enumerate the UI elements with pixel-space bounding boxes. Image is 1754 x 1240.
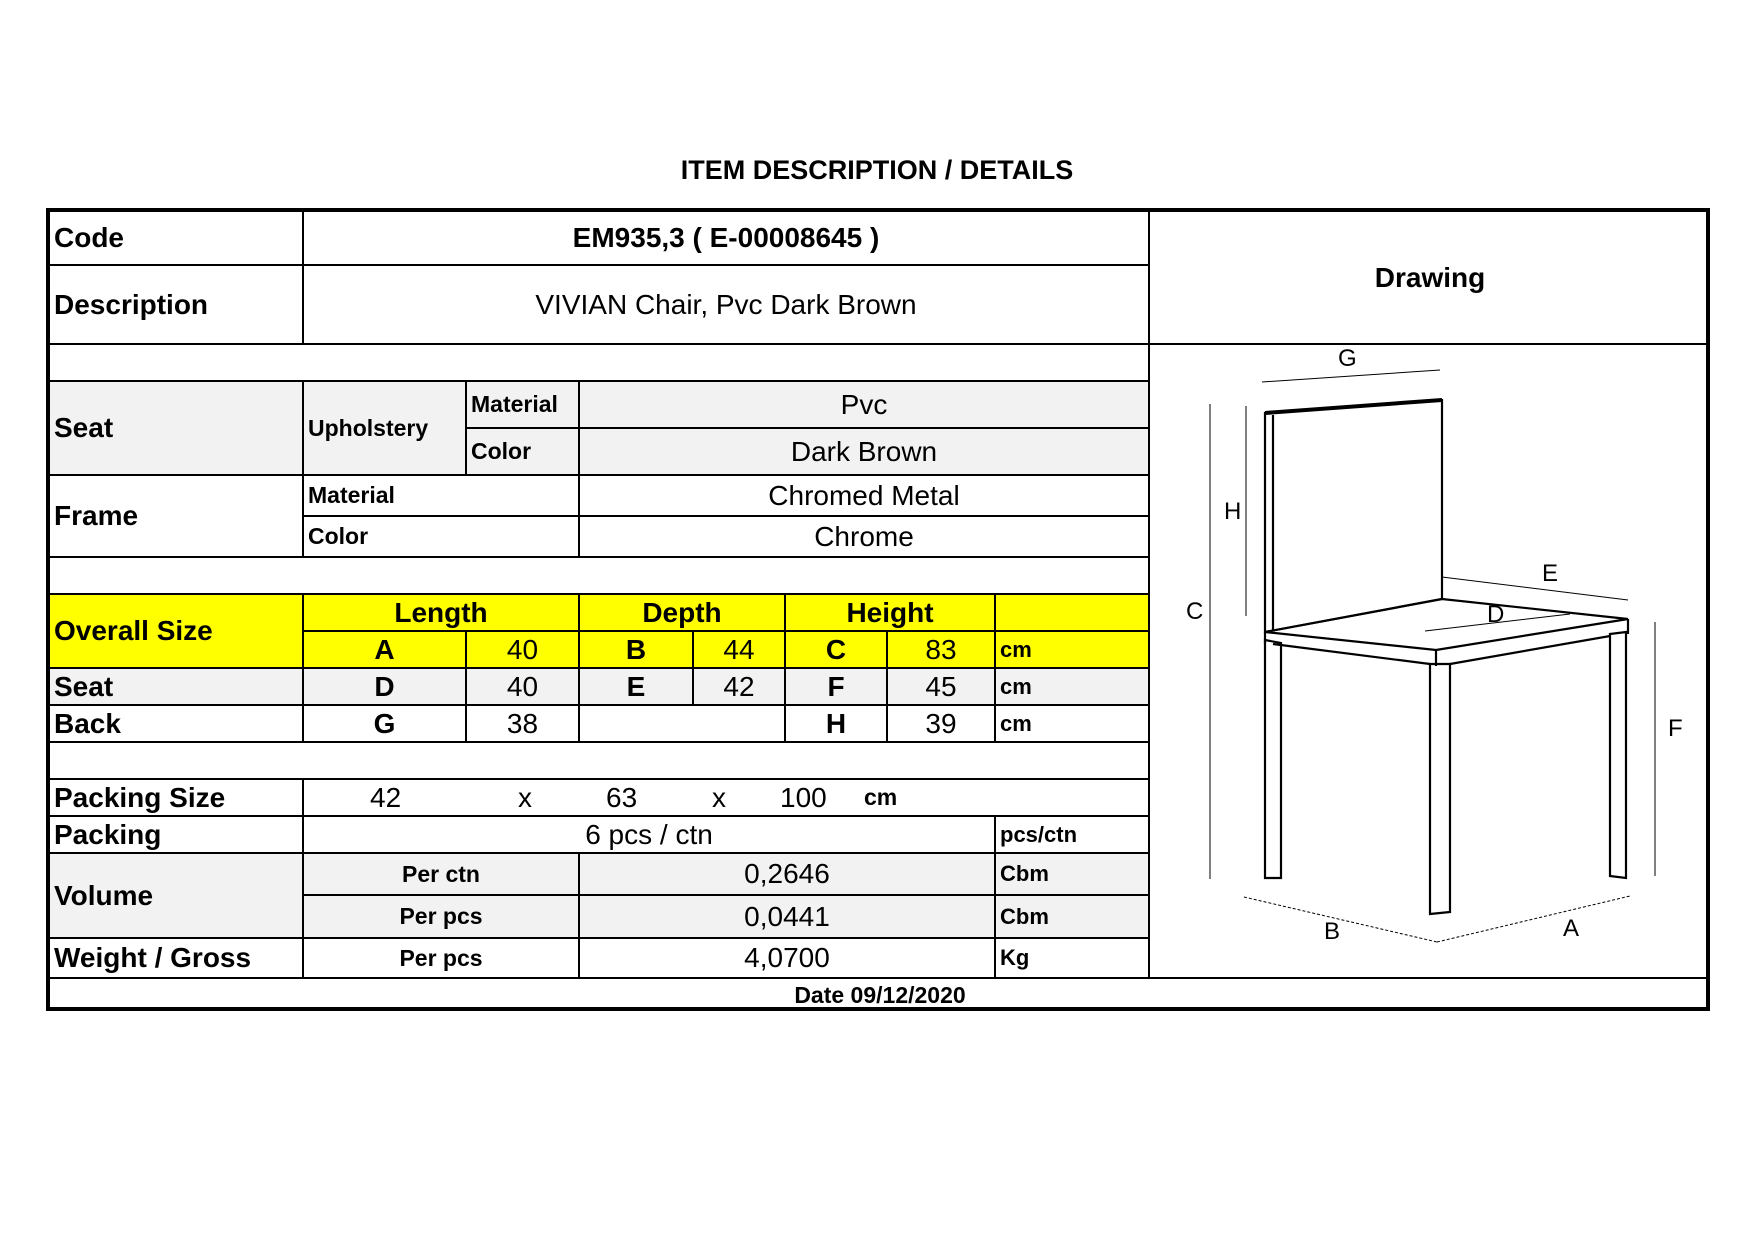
dim-g-label: G <box>304 706 467 743</box>
packing-size-label: Packing Size <box>50 780 304 817</box>
dim-d-value: 40 <box>467 669 580 706</box>
spacer-row <box>50 558 1150 595</box>
packing-depth: 63 <box>606 781 638 813</box>
packing-size-unit: cm <box>864 784 898 810</box>
dimension-lines <box>1210 370 1655 942</box>
packing-width: 42 <box>370 781 402 813</box>
overall-size-label: Overall Size <box>50 595 304 669</box>
drawing-area <box>1150 345 1710 979</box>
volume-per-pcs-unit: Cbm <box>996 896 1150 939</box>
volume-label: Volume <box>50 854 304 939</box>
weight-value: 4,0700 <box>580 939 996 979</box>
label-b: B <box>1324 918 1341 945</box>
dim-a-label: A <box>304 632 467 669</box>
dim-f-value: 45 <box>888 669 996 706</box>
dim-d-label: D <box>304 669 467 706</box>
packing-x1: x <box>518 781 532 813</box>
dim-line-e <box>1442 577 1628 600</box>
spacer-row <box>50 743 1150 780</box>
upholstery-label: Upholstery <box>304 382 467 476</box>
overall-unit: cm <box>996 632 1150 669</box>
weight-unit: Kg <box>996 939 1150 979</box>
weight-label: Weight / Gross <box>50 939 304 979</box>
description-label: Description <box>50 266 304 345</box>
volume-per-pcs-value: 0,0441 <box>580 896 996 939</box>
seat-label: Seat <box>50 382 304 476</box>
dim-line-a <box>1437 896 1630 942</box>
seat-material-value: Pvc <box>580 382 1150 429</box>
blank-header <box>996 595 1150 632</box>
frame-material-label: Material <box>304 476 580 517</box>
dimension-labels <box>1186 345 1683 945</box>
empty-cell <box>580 706 786 743</box>
spacer-row <box>50 345 1150 382</box>
chair-outline <box>1265 400 1628 914</box>
description-value: VIVIAN Chair, Pvc Dark Brown <box>304 266 1150 345</box>
frame-material-value: Chromed Metal <box>580 476 1150 517</box>
chair-leg-back-left <box>1265 640 1281 878</box>
date-footer: Date 09/12/2020 <box>794 981 966 1008</box>
chair-backrest-top <box>1265 400 1442 413</box>
dim-c-label: C <box>786 632 888 669</box>
chair-leg-right <box>1610 632 1626 878</box>
dim-h-label: H <box>786 706 888 743</box>
dim-line-b <box>1244 897 1437 942</box>
dim-f-label: F <box>786 669 888 706</box>
weight-per-label: Per pcs <box>304 939 580 979</box>
volume-per-ctn-label: Per ctn <box>304 854 580 896</box>
seat-size-label: Seat <box>50 669 304 706</box>
height-header: Height <box>786 595 996 632</box>
chair-backrest <box>1265 400 1442 632</box>
dim-g-value: 38 <box>467 706 580 743</box>
label-f: F <box>1668 715 1683 742</box>
dim-e-value: 42 <box>694 669 786 706</box>
chair-seat-side-rail <box>1450 636 1610 664</box>
seat-size-unit: cm <box>996 669 1150 706</box>
seat-material-label: Material <box>467 382 580 429</box>
volume-per-pcs-label: Per pcs <box>304 896 580 939</box>
dim-h-value: 39 <box>888 706 996 743</box>
dim-a-value: 40 <box>467 632 580 669</box>
frame-color-label: Color <box>304 517 580 558</box>
packing-x2: x <box>712 781 726 813</box>
label-c: C <box>1186 598 1204 625</box>
volume-per-ctn-unit: Cbm <box>996 854 1150 896</box>
seat-color-label: Color <box>467 429 580 476</box>
label-g: G <box>1338 345 1357 372</box>
seat-color-value: Dark Brown <box>580 429 1150 476</box>
code-label: Code <box>50 212 304 266</box>
code-value: EM935,3 ( E-00008645 ) <box>304 212 1150 266</box>
label-h: H <box>1224 498 1242 525</box>
label-a: A <box>1563 915 1580 942</box>
frame-label: Frame <box>50 476 304 558</box>
depth-header: Depth <box>580 595 786 632</box>
back-size-label: Back <box>50 706 304 743</box>
chair-drawing <box>1150 345 1710 978</box>
drawing-header: Drawing <box>1150 212 1710 345</box>
dim-e-label: E <box>580 669 694 706</box>
dim-b-value: 44 <box>694 632 786 669</box>
packing-value: 6 pcs / ctn <box>304 817 996 854</box>
length-header: Length <box>304 595 580 632</box>
packing-label: Packing <box>50 817 304 854</box>
chair-leg-front <box>1430 664 1450 914</box>
volume-per-ctn-value: 0,2646 <box>580 854 996 896</box>
page-title: ITEM DESCRIPTION / DETAILS <box>680 155 1074 185</box>
packing-height: 100 <box>780 781 827 813</box>
packing-size-value <box>304 780 1150 817</box>
spec-sheet <box>46 208 1710 1011</box>
label-d: D <box>1487 601 1505 628</box>
dim-b-label: B <box>580 632 694 669</box>
dim-c-value: 83 <box>888 632 996 669</box>
packing-unit: pcs/ctn <box>996 817 1150 854</box>
label-e: E <box>1542 560 1559 587</box>
back-size-unit: cm <box>996 706 1150 743</box>
frame-color-value: Chrome <box>580 517 1150 558</box>
